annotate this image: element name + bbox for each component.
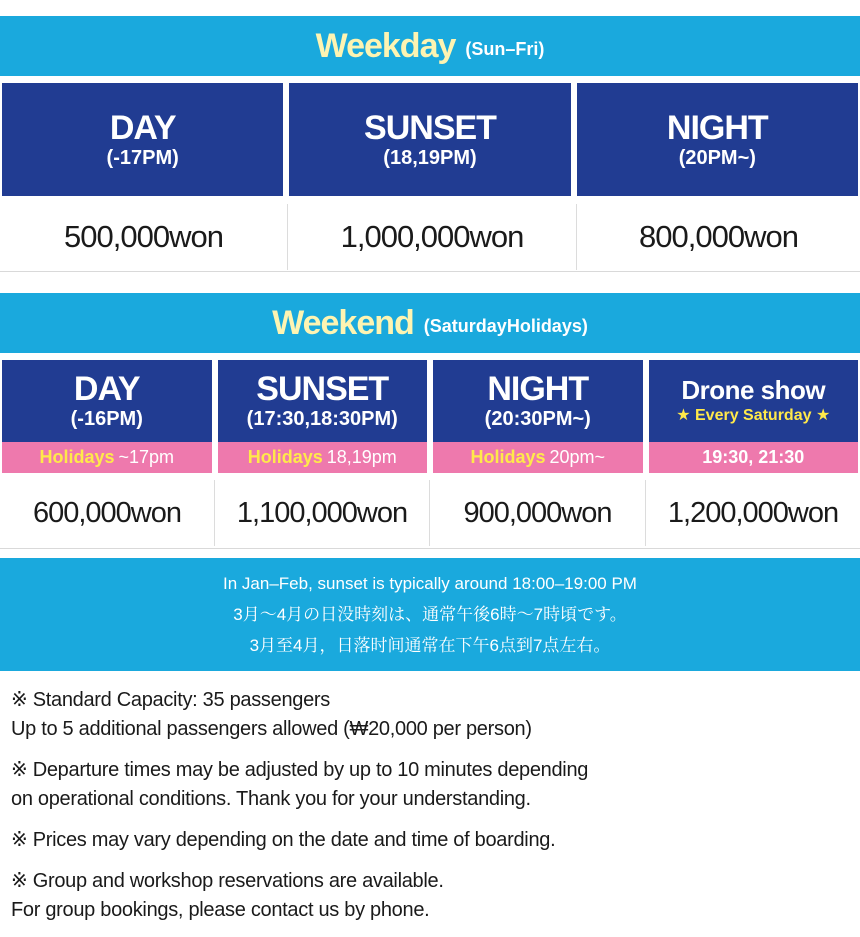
sunset-info-banner (0, 558, 860, 671)
weekday-day-time: (-17PM) (106, 146, 179, 169)
weekday-subtitle: (Sun–Fri) (465, 38, 545, 59)
weekday-sunset-time: (18,19PM) (383, 146, 477, 169)
weekend-night-price: 900,000won (430, 480, 646, 546)
weekday-day-price: 500,000won (0, 204, 288, 270)
weekday-night-price: 800,000won (639, 219, 798, 254)
notes-section (11, 686, 851, 937)
holiday-label: Holidays (470, 447, 546, 467)
note-line: For group bookings, please contact us by phone. (11, 899, 430, 921)
note-group (11, 867, 851, 925)
weekend-drone-frequency: ★ Every Saturday ★ (676, 407, 831, 424)
holiday-time: ~17pm (118, 447, 175, 467)
weekday-night-name: NIGHT (666, 108, 768, 147)
weekend-holiday-row (0, 442, 860, 473)
weekday-sunset-header (289, 83, 570, 196)
weekend-night-name: NIGHT (487, 370, 589, 408)
weekend-sunset-time: (17:30,18:30PM) (246, 408, 398, 430)
weekend-sunset-name: SUNSET (256, 370, 389, 408)
weekend-day-price: 600,000won (0, 480, 215, 546)
sunset-info-ja: 3月～4月の日没時刻は、通常午後6時～7時頃です。 (233, 605, 627, 624)
weekend-sunset-header (218, 360, 428, 442)
weekend-drone-header (649, 360, 859, 442)
weekend-subtitle: (SaturdayHolidays) (423, 315, 588, 336)
weekend-night-holiday (433, 442, 643, 473)
weekend-day-time: (-16PM) (70, 408, 143, 430)
note-line: on operational conditions. Thank you for your understanding. (11, 788, 531, 810)
weekend-night-time: (20:30PM~) (484, 408, 591, 430)
weekday-sunset-price: 1,000,000won (288, 204, 577, 270)
weekday-day-header (2, 83, 283, 196)
note-line: Up to 5 additional passengers allowed (₩20,000 per person) (11, 718, 532, 740)
weekend-night-header (433, 360, 643, 442)
weekend-banner (0, 293, 860, 353)
weekend-header-row (0, 360, 860, 442)
weekend-sunset-price: 1,100,000won (215, 480, 430, 546)
note-line: ※ Departure times may be adjusted by up to 10 minutes depending (11, 759, 589, 781)
weekend-drone-name: Drone show (681, 375, 826, 405)
holiday-time: 18,19pm (326, 447, 397, 467)
weekend-day-name: DAY (73, 370, 140, 408)
weekday-banner (0, 16, 860, 76)
note-line: ※ Group and workshop reservations are available. (11, 870, 444, 892)
holiday-label: Holidays (247, 447, 323, 467)
note-line: ※ Prices may vary depending on the date and time of boarding. (11, 829, 556, 851)
note-capacity (11, 686, 851, 744)
weekday-price-row (0, 204, 860, 270)
note-prices (11, 826, 851, 855)
weekend-drone-schedule: 19:30, 21:30 (649, 442, 859, 473)
sunset-info-zh: 3月至4月，日落时间通常在下午6点到7点左右。 (249, 636, 611, 655)
sunset-info-en: In Jan–Feb, sunset is typically around 18:00–19:00 PM (223, 574, 637, 593)
weekday-night-header (577, 83, 858, 196)
weekday-divider (0, 271, 860, 272)
weekday-header-row (0, 83, 860, 196)
weekend-day-holiday (2, 442, 212, 473)
weekend-title: Weekend (272, 303, 414, 342)
weekday-night-time: (20PM~) (678, 146, 756, 169)
holiday-label: Holidays (39, 447, 115, 467)
weekday-sunset-name: SUNSET (364, 108, 496, 147)
weekend-drone-price: 1,200,000won (667, 496, 839, 529)
holiday-time: 20pm~ (549, 447, 606, 467)
weekend-divider (0, 548, 860, 549)
weekday-title: Weekday (315, 26, 456, 65)
weekend-price-row (0, 480, 860, 546)
weekday-day-name: DAY (109, 108, 176, 147)
weekend-day-header (2, 360, 212, 442)
note-departure (11, 756, 851, 814)
weekend-sunset-holiday (218, 442, 428, 473)
note-line: ※ Standard Capacity: 35 passengers (11, 689, 330, 711)
